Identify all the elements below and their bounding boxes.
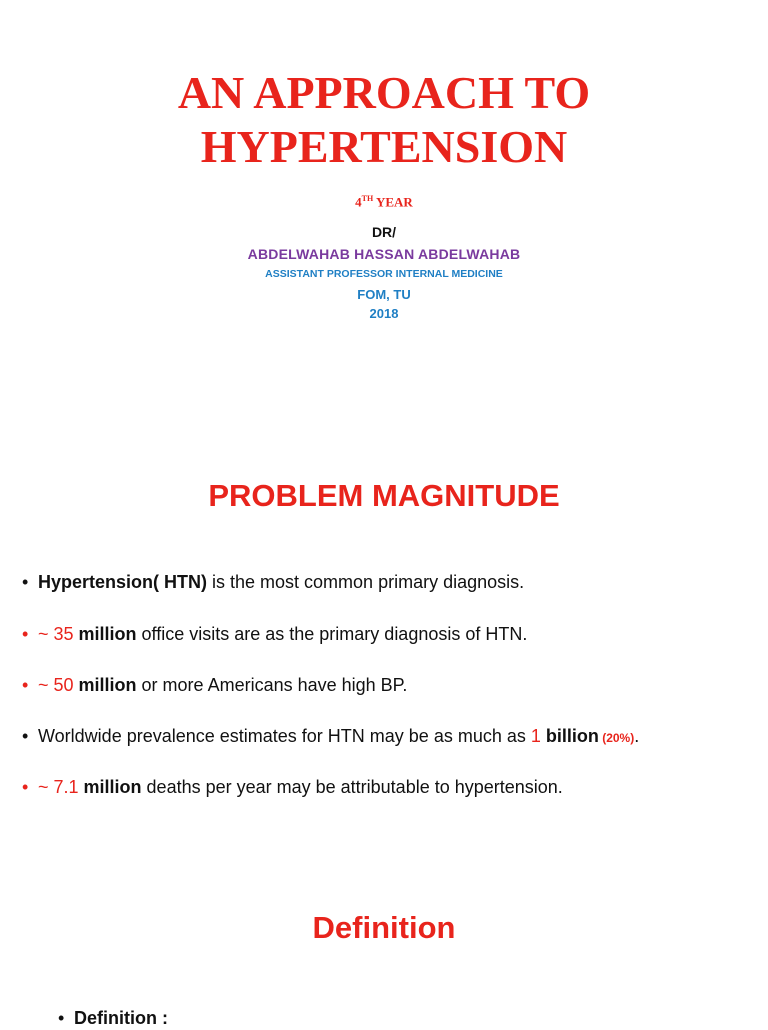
bullet-number: ~ 50 bbox=[38, 675, 79, 695]
author-role: ASSISTANT PROFESSOR INTERNAL MEDICINE bbox=[265, 268, 503, 280]
bullet-marker: • bbox=[22, 572, 29, 592]
problem-magnitude-heading: PROBLEM MAGNITUDE bbox=[208, 478, 560, 513]
title-slide bbox=[0, 0, 768, 430]
bullet-text: is the most common primary diagnosis. bbox=[207, 572, 525, 592]
title-line-2: HYPERTENSION bbox=[200, 121, 568, 172]
bullet-item bbox=[22, 622, 752, 646]
bullet-item bbox=[22, 673, 752, 697]
presentation-year: 2018 bbox=[369, 306, 399, 321]
bullet-number: 1 bbox=[530, 726, 546, 746]
title-line-1: AN APPROACH TO bbox=[177, 67, 591, 118]
bullet-item bbox=[22, 724, 752, 750]
bullet-text: Worldwide prevalence estimates for HTN may be as much as bbox=[38, 726, 531, 746]
bullet-end: . bbox=[634, 726, 640, 746]
bullet-number: ~ 7.1 bbox=[38, 777, 84, 797]
bullet-bold: billion bbox=[545, 726, 599, 746]
bullet-text: or more Americans have high BP. bbox=[136, 675, 408, 695]
definition-bullet bbox=[58, 1006, 768, 1030]
definition-heading: Definition bbox=[312, 910, 456, 945]
year-number: 4 bbox=[355, 194, 362, 210]
bullet-percentage: (20%) bbox=[598, 731, 635, 745]
year-suffix: TH bbox=[361, 194, 374, 203]
year-word: YEAR bbox=[373, 194, 413, 210]
author-name: ABDELWAHAB HASSAN ABDELWAHAB bbox=[247, 246, 521, 262]
bullet-marker: • bbox=[58, 1008, 65, 1028]
bullet-marker: • bbox=[22, 624, 29, 644]
bullet-marker: • bbox=[22, 726, 29, 746]
bullet-bold: million bbox=[78, 624, 137, 644]
bullet-marker: • bbox=[22, 777, 29, 797]
bullet-item bbox=[22, 570, 752, 594]
bullet-text: deaths per year may be attributable to hypertension. bbox=[141, 777, 563, 797]
institution: FOM, TU bbox=[357, 287, 411, 302]
course-year bbox=[0, 194, 768, 210]
dr-label: DR/ bbox=[371, 224, 397, 240]
bullet-bold: million bbox=[83, 777, 142, 797]
bullet-marker: • bbox=[22, 675, 29, 695]
bullet-item bbox=[22, 775, 752, 799]
definition-label: Definition : bbox=[74, 1008, 168, 1028]
bullet-bold: million bbox=[78, 675, 137, 695]
presentation-title bbox=[0, 66, 768, 174]
bullet-text: office visits are as the primary diagnosis of HTN. bbox=[136, 624, 528, 644]
bullet-bold: Hypertension( HTN) bbox=[38, 572, 208, 592]
bullet-number: ~ 35 bbox=[38, 624, 79, 644]
